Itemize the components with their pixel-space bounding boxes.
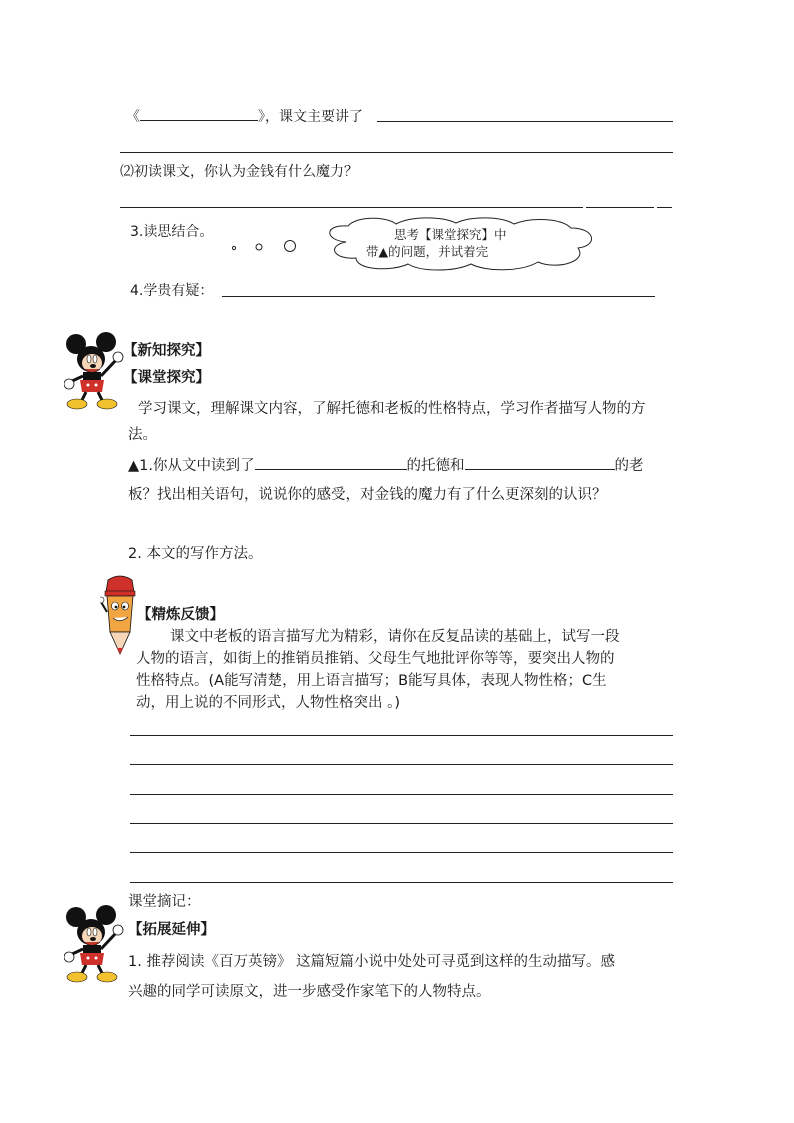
main-content-blank[interactable] [377, 121, 673, 122]
todd-trait-blank[interactable] [255, 455, 407, 470]
bubble-line-1: 思考【课堂探究】中 [394, 227, 507, 242]
question-2-blank-b[interactable] [586, 207, 654, 208]
crayon-mascot [100, 574, 142, 658]
extension-heading: 【拓展延伸】 [128, 922, 215, 938]
boss-trait-blank[interactable] [465, 455, 615, 470]
extension-item-1-line-2: 兴趣的同学可读原文，进一步感受作家笔下的人物特点。 [128, 984, 491, 1000]
item-4-blank[interactable] [222, 296, 655, 297]
mickey-mascot-1 [64, 332, 126, 410]
mickey-icon [64, 332, 126, 410]
question-2: ⑵初读课文，你认为金钱有什么魔力？ [120, 164, 358, 180]
question-1-part-3: 的老 [614, 458, 644, 474]
question-2-writing-method: 2. 本文的写作方法。 [128, 546, 263, 562]
thought-bubble [316, 214, 598, 272]
new-knowledge-heading: 【新知探究】 [123, 343, 210, 359]
question-1-line-1 [128, 455, 644, 476]
class-notes-label: 课堂摘记： [128, 894, 201, 910]
mickey-mascot-2 [64, 905, 126, 983]
bubble-line-2: 带▲的问题，并试着完 [366, 244, 489, 259]
extension-item-1-line-1: 1. 推荐阅读《百万英镑》 这篇短篇小说中处处可寻觅到这样的生动描写。感 [128, 954, 616, 970]
item-4: 4.学贵有疑： [130, 283, 214, 299]
mickey-icon-2 [64, 905, 126, 983]
thought-dots-icon [230, 238, 300, 254]
writing-line-3[interactable] [130, 794, 673, 795]
question-1-line-2: 板？找出相关语句，说说你的感受，对金钱的魔力有了什么更深刻的认识？ [128, 487, 607, 503]
class-inquiry-heading: 【课堂探究】 [123, 370, 210, 386]
feedback-para-line-1: 课文中老板的语言描写尤为精彩，请你在反复品读的基础上，试写一段 [170, 629, 620, 645]
main-content-blank-2[interactable] [120, 152, 673, 153]
writing-line-4[interactable] [130, 823, 673, 824]
question-1-part-2: 的托德和 [406, 458, 465, 474]
item-3: 3.读思结合。 [130, 224, 214, 240]
writing-line-5[interactable] [130, 852, 673, 853]
question-1-part-1: ▲1.你从文中读到了 [128, 458, 255, 474]
main-content-prompt: 》，课文主要讲了 [258, 109, 363, 125]
writing-line-2[interactable] [130, 764, 673, 765]
book-title-blank[interactable] [140, 106, 258, 121]
writing-line-1[interactable] [130, 735, 673, 736]
book-title-prompt [126, 106, 363, 127]
question-2-blank[interactable] [120, 207, 583, 208]
crayon-icon [100, 574, 142, 658]
thought-dots [230, 238, 300, 254]
question-2-blank-c[interactable] [657, 207, 672, 208]
feedback-para-line-2: 人物的语言，如街上的推销员推销、父母生气地批评你等等，要突出人物的 [136, 651, 615, 667]
open-bracket: 《 [126, 109, 140, 125]
feedback-para-line-3: 性格特点。(A能写清楚，用上语言描写；B能写具体，表现人物性格；C生 [136, 673, 607, 689]
feedback-heading: 【精炼反馈】 [137, 607, 224, 623]
feedback-para-line-4: 动，用上说的不同形式，人物性格突出 。) [136, 695, 401, 711]
writing-line-6[interactable] [130, 882, 673, 883]
inquiry-intro: 学习课文，理解课文内容，了解托德和老板的性格特点，学习作者描写人物的方法。 [128, 401, 646, 443]
